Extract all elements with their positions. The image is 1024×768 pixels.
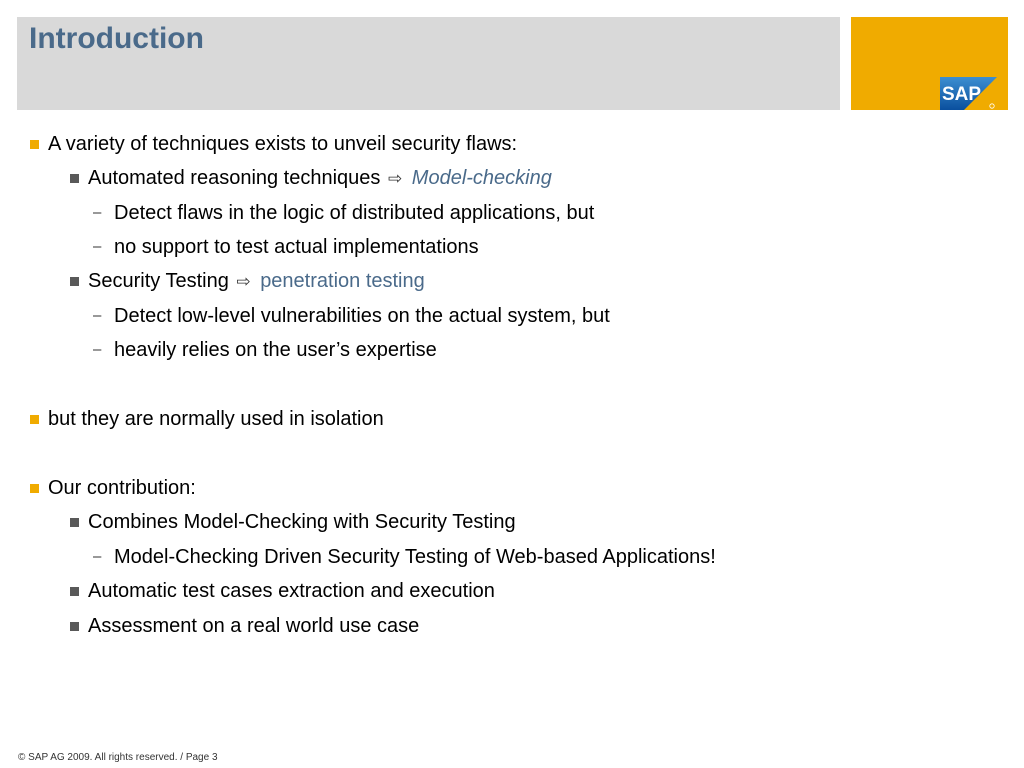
square-bullet-icon bbox=[30, 484, 39, 493]
square-bullet-icon bbox=[70, 518, 79, 527]
dash-bullet-icon: – bbox=[93, 548, 102, 565]
list-item: Automated reasoning techniques ⇨ Model-checking bbox=[88, 166, 552, 191]
list-item: Security Testing ⇨ penetration testing bbox=[88, 269, 425, 294]
square-bullet-icon bbox=[70, 587, 79, 596]
list-item: – heavily relies on the user’s expertise bbox=[93, 339, 437, 361]
square-bullet-icon bbox=[70, 622, 79, 631]
list-item: – no support to test actual implementations bbox=[93, 236, 479, 258]
footer-copyright: © SAP AG 2009. All rights reserved. / Page 3 bbox=[18, 752, 218, 763]
arrow-right-icon: ⇨ bbox=[387, 169, 403, 188]
highlight-text: Model-checking bbox=[411, 167, 552, 189]
square-bullet-icon bbox=[70, 174, 79, 183]
dash-bullet-icon: – bbox=[93, 307, 102, 324]
list-item: Combines Model-Checking with Security Testing bbox=[88, 510, 516, 534]
dash-bullet-icon: – bbox=[93, 204, 102, 221]
square-bullet-icon bbox=[30, 415, 39, 424]
list-item: but they are normally used in isolation bbox=[48, 407, 384, 431]
list-item: Our contribution: bbox=[48, 476, 196, 500]
list-item: Automatic test cases extraction and execution bbox=[88, 579, 495, 603]
svg-text:SAP: SAP bbox=[942, 84, 982, 105]
dash-bullet-icon: – bbox=[93, 238, 102, 255]
list-item: Assessment on a real world use case bbox=[88, 614, 419, 638]
title-bar bbox=[17, 17, 840, 110]
page-title: Introduction bbox=[29, 22, 204, 55]
list-item: A variety of techniques exists to unveil security flaws: bbox=[48, 132, 517, 156]
sap-logo bbox=[940, 77, 997, 110]
logo-panel bbox=[851, 17, 1008, 110]
arrow-right-icon: ⇨ bbox=[236, 272, 251, 291]
list-item: – Detect low-level vulnerabilities on the actual system, but bbox=[93, 305, 610, 327]
dash-bullet-icon: – bbox=[93, 341, 102, 358]
square-bullet-icon bbox=[30, 140, 39, 149]
highlight-text: penetration testing bbox=[260, 270, 425, 292]
list-item: – Detect flaws in the logic of distributed applications, but bbox=[93, 202, 595, 224]
list-item: – Model-Checking Driven Security Testing of Web-based Applications! bbox=[93, 546, 716, 568]
square-bullet-icon bbox=[70, 277, 79, 286]
